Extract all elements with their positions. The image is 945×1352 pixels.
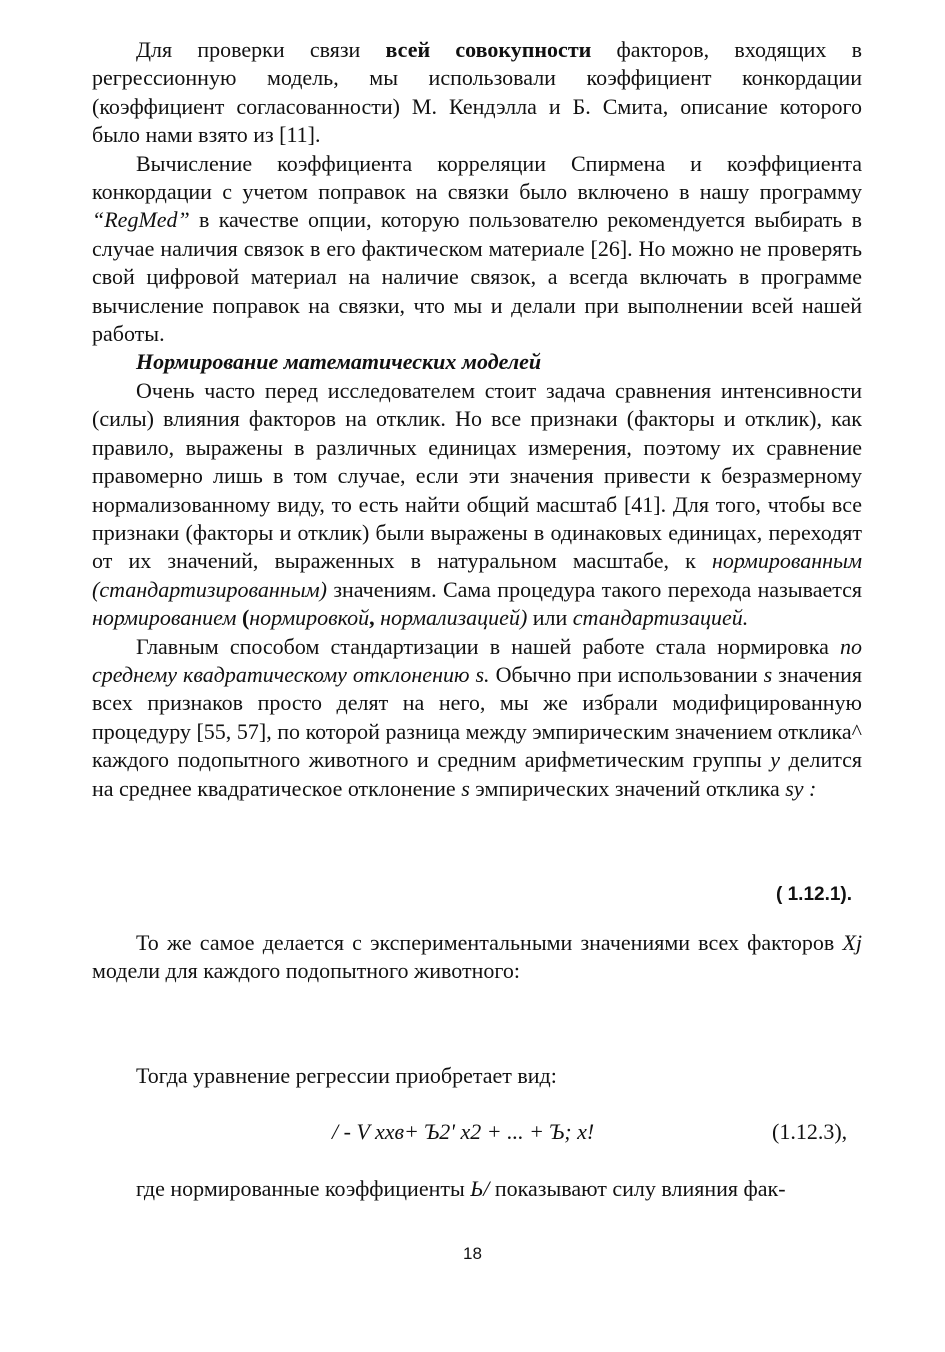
text: эмпирических значений отклика	[469, 775, 786, 801]
bold-text: (	[236, 605, 250, 631]
text: Обычно при использовании	[489, 661, 764, 687]
italic-text: s	[461, 775, 470, 801]
equation-number-text: ( 1.12.1).	[776, 884, 853, 905]
text: факторов, входящих в регрессионную модель, мы использовали коэффициент конкордации (коэффициент согласованности) М. Кендэлла и Б. Смита, описание которого было нами взято из [11].	[92, 37, 862, 148]
paragraph-2	[92, 150, 862, 349]
text: модели для каждого подопытного животного:	[92, 958, 520, 984]
text: Главным способом стандартизации в нашей работе стала нормировка	[136, 633, 840, 659]
page-number: 18	[463, 1244, 482, 1263]
text: Вычисление коэффициента корреляции Спирмена и коэффициента конкордации с учетом поправок на связки было включено в нашу программу	[92, 150, 862, 205]
bold-text: ,	[369, 605, 381, 631]
text: где нормированные коэффициенты	[136, 1176, 471, 1201]
italic-text: sy :	[785, 775, 817, 801]
regression-formula	[332, 1119, 594, 1145]
text: показывают силу влияния фак-	[489, 1176, 786, 1201]
italic-text: s	[763, 661, 773, 687]
text: То же самое делается с экспериментальными значениями всех факторов	[136, 930, 843, 955]
paragraph-5	[92, 929, 862, 986]
equation-number-1	[776, 884, 852, 906]
italic-text: нормированным (стандартизированным)	[92, 548, 862, 602]
italic-text: Xj	[842, 930, 862, 955]
italic-text: “RegMed”	[92, 207, 190, 233]
formula-text: / - V хxв+ Ъ2' х2 + ... + Ъ; х!	[332, 1119, 595, 1144]
paragraph-5-block	[92, 929, 862, 986]
text: значениям. Сама процедура такого перехода называется	[326, 576, 862, 602]
bold-text: всей совокупности	[385, 37, 592, 62]
paragraph-6: Тогда уравнение регрессии приобретает вид:	[136, 1063, 557, 1088]
text: делится на среднее квадратическое отклонение	[92, 747, 863, 801]
text: значения всех признаков просто делят на него, мы же избрали модифицированную процедуру [55, 57], по которой разница между эмпирическим значением отклика^ каждого подопытного животного и средним арифметическим группы	[92, 661, 862, 773]
paragraph-1	[92, 36, 862, 150]
text: Очень часто перед исследователем стоит задача сравнения интенсивности (силы) влияния факторов на отклик. Но все признаки (факторы и отклик), как правило, выражены в различных единицах измерения, поэтому их сравнение правомерно лишь в том случае, если эти значения привести к безразмерному нормализованному виду, то есть найти общий масштаб [41]. Для того, чтобы все признаки (факторы и отклик) были выражены в одинаковых единицах, переходят от их значений, выраженных в натуральном масштабе, к	[92, 377, 862, 574]
paragraph-3	[92, 377, 862, 633]
text: в качестве опции, которую пользователю рекомендуется выбирать в случае наличия связок в его фактическом материале [26]. Но можно не проверять свой цифровой материал на наличие связок, а всегда включать в программе вычисление поправок на связки, что мы и делали при выполнении всей нашей работы.	[92, 207, 862, 347]
text: или	[527, 605, 573, 631]
equation-number-3: (1.12.3),	[772, 1119, 848, 1144]
paragraph-7-block	[92, 1175, 862, 1203]
section-heading: Нормирование математических моделей	[136, 349, 542, 375]
italic-text: Ь/	[470, 1176, 490, 1201]
paragraph-6-block	[92, 1062, 862, 1090]
italic-text: нормированием	[92, 605, 237, 631]
paragraph-4	[92, 633, 862, 803]
italic-text: по среднему квадратическому отклонению s.	[92, 633, 862, 687]
italic-text: стандартизацией.	[572, 605, 749, 631]
paragraph-7	[92, 1175, 862, 1203]
italic-text: нормировкой	[249, 605, 370, 631]
italic-text: нормализацией)	[380, 605, 528, 631]
text: Для проверки связи	[136, 37, 386, 62]
page-body	[92, 36, 862, 803]
italic-text: у	[770, 747, 781, 773]
